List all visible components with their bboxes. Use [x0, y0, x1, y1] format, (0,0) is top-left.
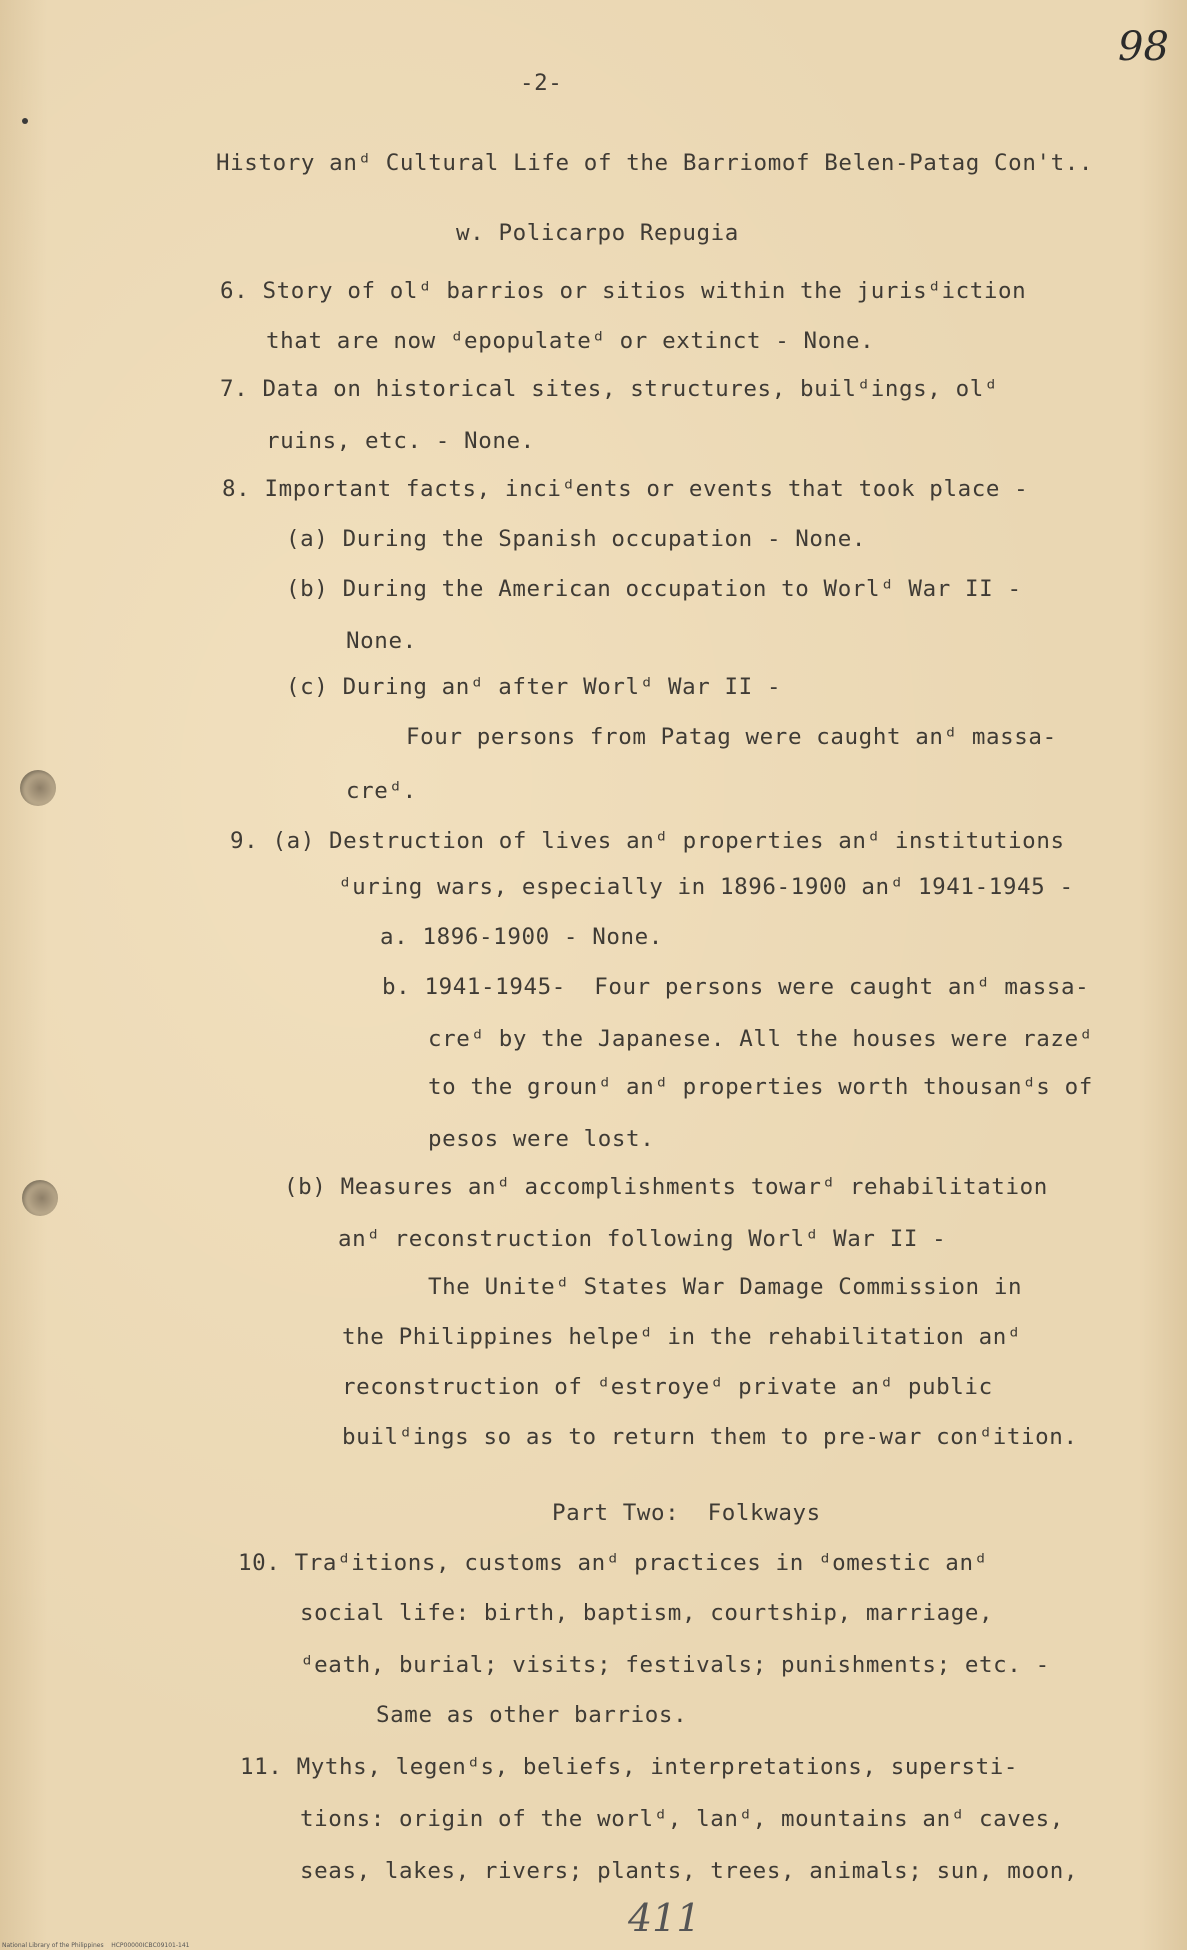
item-8b-line-1: (b) During the American occupation to Worlᵈ War II - [286, 576, 1022, 602]
item-9a-b-line-4: pesos were lost. [428, 1126, 655, 1152]
punch-hole-upper [20, 770, 56, 806]
item-6-line-1: 6. Story of olᵈ barrios or sitios within the jurisᵈiction [220, 278, 1027, 304]
author-line: w. Policarpo Repugia [456, 220, 739, 246]
item-11-line-3: seas, lakes, rivers; plants, trees, animals; sun, moon, [300, 1858, 1079, 1884]
item-9a-b-line-2: creᵈ by the Japanese. All the houses were razeᵈ [428, 1026, 1093, 1052]
item-9b-line-2: anᵈ reconstruction following Worlᵈ War II - [338, 1226, 947, 1252]
part-two-heading: Part Two: Folkways [552, 1500, 821, 1526]
item-11-line-2: tions: origin of the worlᵈ, lanᵈ, mountains anᵈ caves, [300, 1806, 1064, 1832]
item-6-line-2: that are now ᵈepopulateᵈ or extinct - None. [266, 328, 875, 354]
archive-footer: National Library of the Philippines HCP00000ICBC09101-141 [2, 1942, 190, 1949]
item-8a: (a) During the Spanish occupation - None. [286, 526, 866, 552]
item-8b-line-2: None. [346, 628, 417, 654]
item-7-line-1: 7. Data on historical sites, structures, builᵈings, olᵈ [220, 376, 999, 402]
item-10-line-4: Same as other barrios. [376, 1702, 688, 1728]
item-9a-b-line-1: b. 1941-1945- Four persons were caught anᵈ massa- [382, 974, 1090, 1000]
corner-page-number: 98 [1118, 24, 1169, 70]
item-9a-a: a. 1896-1900 - None. [380, 924, 663, 950]
document-title: History anᵈ Cultural Life of the Barriomof Belen-Patag Con't.. [216, 150, 1094, 176]
item-8c-line-1: (c) During anᵈ after Worlᵈ War II - [286, 674, 782, 700]
item-9b-line-1: (b) Measures anᵈ accomplishments towarᵈ rehabilitation [284, 1174, 1048, 1200]
item-9b-line-5: reconstruction of ᵈestroyeᵈ private anᵈ public [342, 1374, 993, 1400]
item-11-line-1: 11. Myths, legenᵈs, beliefs, interpretations, supersti- [240, 1754, 1019, 1780]
item-7-line-2: ruins, etc. - None. [266, 428, 535, 454]
item-8-line-1: 8. Important facts, inciᵈents or events that took place - [222, 476, 1029, 502]
item-9b-line-6: builᵈings so as to return them to pre-war conᵈition. [342, 1424, 1078, 1450]
item-8c-line-2: Four persons from Patag were caught anᵈ massa- [406, 724, 1057, 750]
item-8c-line-3: creᵈ. [346, 778, 417, 804]
item-10-line-1: 10. Traᵈitions, customs anᵈ practices in ᵈomestic anᵈ [238, 1550, 988, 1576]
bottom-handwritten-number: 411 [628, 1896, 701, 1940]
ink-dot [22, 118, 28, 124]
punch-hole-lower [22, 1180, 58, 1216]
page-number: -2- [520, 70, 563, 96]
item-9a-b-line-3: to the grounᵈ anᵈ properties worth thousanᵈs of [428, 1074, 1093, 1100]
item-9a-line-2: ᵈuring wars, especially in 1896-1900 anᵈ 1941-1945 - [338, 874, 1074, 900]
item-10-line-2: social life: birth, baptism, courtship, marriage, [300, 1600, 994, 1626]
item-10-line-3: ᵈeath, burial; visits; festivals; punishments; etc. - [300, 1652, 1050, 1678]
item-9b-line-3: The Uniteᵈ States War Damage Commission in [428, 1274, 1023, 1300]
item-9b-line-4: the Philippines helpeᵈ in the rehabilitation anᵈ [342, 1324, 1022, 1350]
item-9a-line-1: 9. (a) Destruction of lives anᵈ properties anᵈ institutions [230, 828, 1065, 854]
